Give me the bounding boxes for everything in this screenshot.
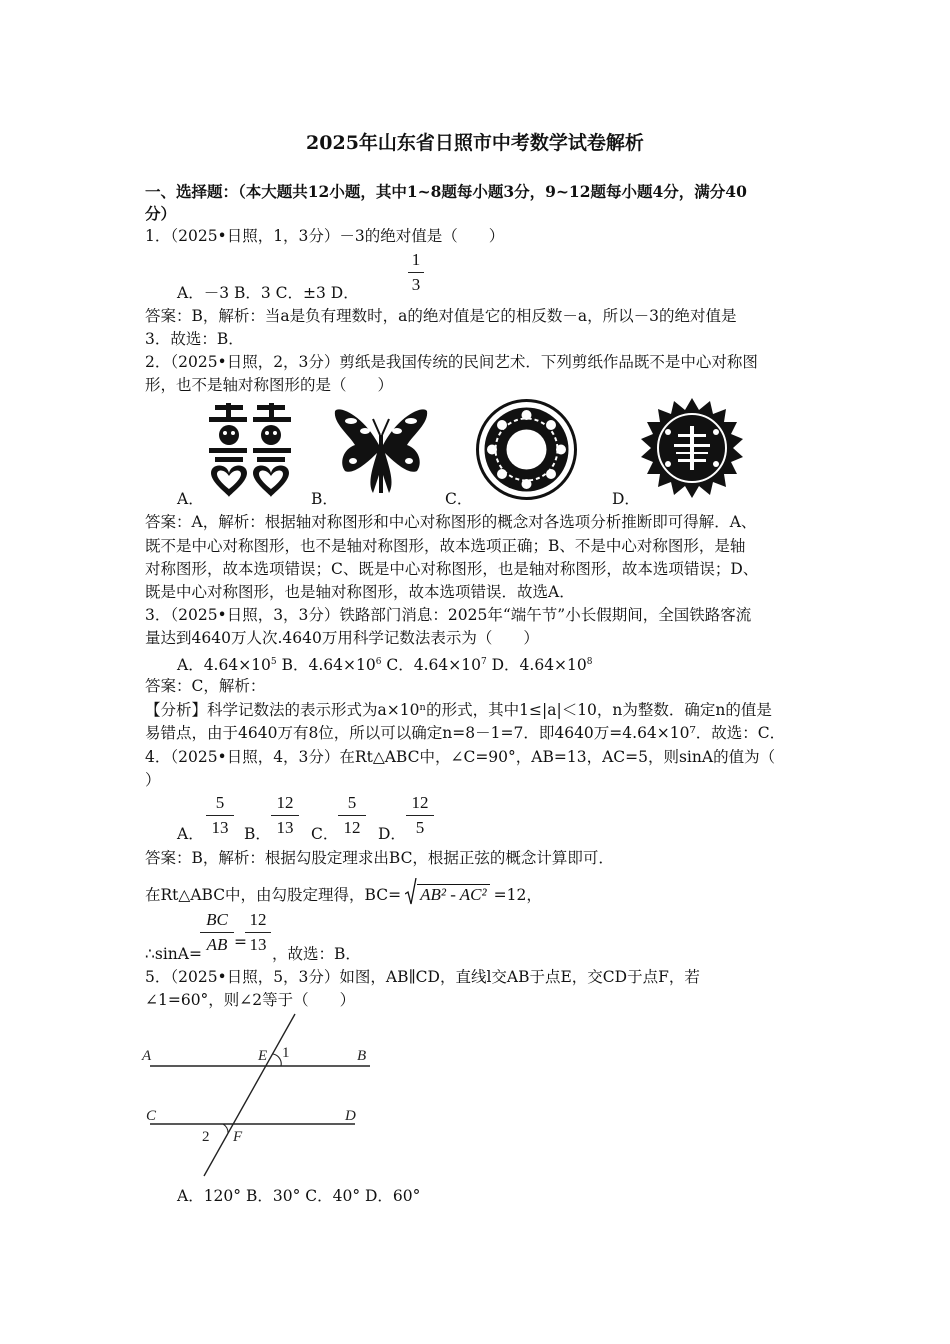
q3-analysis-line2: 易错点，由于4640万有8位，所以可以确定n=8－1=7．即4640万=4.64×10⁷．故选：C．: [145, 724, 786, 742]
point-c-label: C: [146, 1108, 157, 1124]
q3-option-a-exp: 5: [270, 657, 277, 667]
q1-frac-den: 3: [411, 275, 421, 294]
frac-num: 12: [249, 910, 267, 929]
q2-answer-line3: 对称图形，故本选项错误；C、既是中心对称图形，也是轴对称图形，故本选项错误；D、: [145, 560, 759, 578]
q4-answer2-pre: 在Rt△ABC中，由勾股定理得，BC=: [145, 886, 402, 904]
frac-num: 12: [276, 793, 294, 812]
q3-option-c-exp: 7: [480, 657, 487, 667]
q3-stem-line2: 量达到4640万人次.4640万用科学记数法表示为（ ）: [145, 629, 539, 647]
radical-sign-icon: [405, 878, 417, 906]
frac-num: 5: [347, 793, 357, 812]
page-title: 2025年山东省日照市中考数学试卷解析: [306, 132, 644, 154]
q5-options: A．120° B．30° C．40° D．60°: [177, 1187, 421, 1205]
q4-answer-line1: 答案：B，解析：根据勾股定理求出BC，根据正弦的概念计算即可．: [145, 849, 614, 867]
q2-label-d: D．: [612, 490, 640, 508]
q3-option-b: B．4.64×10: [276, 656, 376, 675]
point-a-label: A: [142, 1048, 152, 1064]
q3-option-d-exp: 8: [586, 657, 593, 667]
q1-answer-line1: 答案：B，解析：当a是负有理数时，a的绝对值是它的相反数－a，所以－3的绝对值是: [145, 307, 737, 325]
q3-stem-line1: 3．（2025•日照，3，3分）铁路部门消息：2025年“端午节”小长假期间，全国铁路客流: [145, 606, 752, 624]
frac-den: 13: [211, 818, 229, 837]
q5-stem-line1: 5．（2025•日照，5，3分）如图，AB∥CD，直线l交AB于点E，交CD于点F，若: [145, 968, 700, 986]
q2-answer-line1: 答案：A，解析：根据轴对称图形和中心对称图形的概念对各选项分析推断即可得解．A、: [145, 513, 757, 531]
fraction-bar: [406, 815, 434, 816]
section-header-line2: 分）: [145, 204, 177, 223]
sqrt-expression: [405, 884, 490, 906]
q1-frac-num: 1: [411, 250, 421, 269]
q4-answer-fraction-bc-ab: [200, 910, 234, 955]
frac-num: 5: [215, 793, 225, 812]
q3-option-b-exp: 6: [375, 657, 382, 667]
ring-papercut-image: [475, 398, 578, 501]
q4-label-d: D．: [378, 825, 406, 843]
q4-option-d-fraction: [406, 793, 434, 838]
angle-2-arc: [223, 1124, 228, 1133]
butterfly-papercut-image: [333, 405, 429, 500]
angle-2-label: 2: [202, 1129, 210, 1145]
frac-num: BC: [206, 910, 228, 929]
q2-label-b: B．: [311, 490, 338, 508]
equals-sign: =: [234, 933, 247, 951]
q1-options: A．－3 B．3 C．±3 D．: [177, 284, 359, 302]
q2-label-c: C．: [445, 490, 473, 508]
q3-analysis-line1: 【分析】科学记数法的表示形式为a×10ⁿ的形式，其中1≤|a|＜10，n为整数．确定n的值是: [145, 701, 772, 719]
q4-option-b-fraction: [271, 793, 299, 838]
q4-option-a-fraction: [206, 793, 234, 838]
q4-answer2-post: =12，: [493, 886, 542, 904]
q2-answer-line4: 既是中心对称图形，也是轴对称图形，故本选项错误．故选A．: [145, 583, 575, 601]
q4-label-b: B．: [244, 825, 271, 843]
q1-option-d-fraction: [408, 250, 424, 295]
q3-options: [177, 651, 593, 676]
double-happiness-papercut-image: [205, 403, 295, 499]
fraction-bar: [200, 932, 234, 933]
q4-stem-line2: ）: [145, 771, 161, 789]
q2-label-a: A．: [177, 490, 204, 508]
frac-den: 13: [249, 935, 267, 954]
q4-answer-line2: [145, 884, 542, 906]
fraction-bar: [338, 815, 366, 816]
q2-stem-line1: 2．（2025•日照，2，3分）剪纸是我国传统的民间艺术．下列剪纸作品既不是中心对称图: [145, 353, 758, 371]
q5-stem-line2: ∠1=60°，则∠2等于（ ）: [145, 991, 356, 1009]
q2-answer-line2: 既不是中心对称图形，也不是轴对称图形，故本选项正确；B、不是中心对称图形，是轴: [145, 537, 746, 555]
q4-answer3-post: ，故选：B．: [272, 945, 361, 963]
q4-label-a: A．: [177, 825, 204, 843]
q4-option-c-fraction: [338, 793, 366, 838]
q1-stem: 1．（2025•日照，1，3分）－3的绝对值是（ ）: [145, 227, 505, 245]
frac-den: AB: [206, 935, 228, 954]
fraction-bar: [271, 815, 299, 816]
frac-num: 12: [411, 793, 429, 812]
line-l: [204, 1014, 295, 1176]
fraction-bar: [245, 932, 271, 933]
point-e-label: E: [258, 1048, 268, 1064]
point-d-label: D: [345, 1108, 356, 1124]
frac-den: 13: [276, 818, 294, 837]
parallel-lines-figure: [140, 1010, 380, 1180]
q3-answer: 答案：C，解析：: [145, 677, 266, 695]
frac-den: 12: [343, 818, 361, 837]
sawtooth-medallion-papercut-image: [638, 396, 746, 504]
q3-option-a: A．4.64×10: [177, 656, 271, 675]
q4-stem-line1: 4．（2025•日照，4，3分）在Rt△ABC中，∠C=90°，AB=13，AC=5，则sinA的值为（: [145, 748, 776, 766]
q3-option-d: D．4.64×10: [486, 656, 587, 675]
fraction-bar: [408, 272, 424, 273]
sqrt-radicand: AB² - AC²: [417, 884, 490, 904]
fraction-bar: [206, 815, 234, 816]
q4-label-c: C．: [311, 825, 339, 843]
q4-answer-fraction-12-13: [245, 910, 271, 955]
point-f-label: F: [233, 1129, 243, 1145]
point-b-label: B: [357, 1048, 367, 1064]
angle-1-arc: [273, 1054, 281, 1066]
q1-answer-line2: 3．故选：B．: [145, 330, 244, 348]
q2-stem-line2: 形，也不是轴对称图形的是（ ）: [145, 376, 394, 394]
q3-option-c: C．4.64×10: [381, 656, 481, 675]
section-header-line1: 一、选择题：（本大题共12小题，其中1~8题每小题3分，9~12题每小题4分，满分40: [145, 182, 747, 201]
angle-1-label: 1: [282, 1045, 290, 1061]
q4-answer3-pre: ∴sinA=: [145, 945, 202, 963]
frac-den: 5: [415, 818, 425, 837]
